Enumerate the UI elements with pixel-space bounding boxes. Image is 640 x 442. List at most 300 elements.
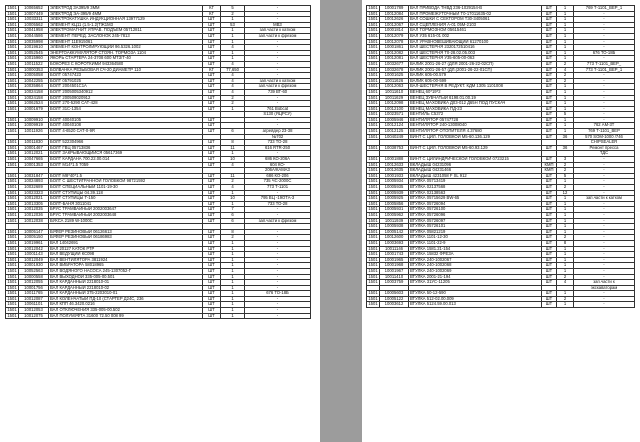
- plant-cell: 1501: [368, 268, 378, 273]
- unit-cell: ШТ: [542, 296, 557, 302]
- item-name-cell: ВТУЛКА 1101-22-9: [409, 240, 542, 246]
- quantity-cell: 1: [557, 84, 574, 90]
- item-code-cell: 10012063: [380, 84, 409, 90]
- note-cell: -: [245, 61, 311, 67]
- quantity-cell: 1: [557, 212, 574, 218]
- quantity-cell: 1: [557, 56, 574, 62]
- item-code-cell: 10012125: [380, 129, 409, 135]
- item-name-cell: БРУС ТРАМВАЙНЫЙ 2002003648: [49, 212, 203, 218]
- item-name-cell: БОЛТ 05791025: [49, 78, 203, 84]
- item-code-cell: 10001888: [380, 157, 409, 163]
- quantity-cell: 3: [557, 157, 574, 163]
- item-code-cell: 10031847: [19, 173, 49, 179]
- item-code-cell: 10012053: [19, 308, 49, 314]
- plant-cell: 1501: [7, 257, 17, 262]
- item-name-cell: ВТУЛКА 50-12-590: [409, 291, 542, 297]
- note-cell: -: [574, 207, 635, 213]
- item-name-cell: ВАЛ У35 615-01 002: [409, 33, 542, 39]
- plant-cell: 1501: [368, 39, 378, 44]
- item-name-cell: БУФЕР РЕЗИНОВЫЙ 06186983: [49, 235, 203, 241]
- item-name-cell: ЭЛЕМЕНТ 11E915061: [49, 39, 203, 45]
- quantity-cell: 6: [221, 212, 245, 218]
- unit-cell: ШТ: [203, 246, 221, 252]
- quantity-cell: 1: [557, 257, 574, 263]
- item-name-cell: ВТУЛКА 240-1002069: [409, 268, 542, 274]
- unit-cell: ШТ: [203, 157, 221, 163]
- unit-cell: ШТ: [203, 291, 221, 297]
- plant-cell: 1501: [368, 95, 378, 100]
- item-name-cell: ВАЛ 20127 КАТОК РТР: [49, 246, 203, 252]
- quantity-cell: 36: [557, 134, 574, 140]
- quantity-cell: 1: [221, 56, 245, 62]
- item-code-cell: 10001967: [380, 268, 409, 274]
- note-cell: -: [574, 252, 635, 258]
- item-code-cell: 10012626: [380, 17, 409, 23]
- item-name-cell: БОЛТ 31С-1354: [49, 106, 203, 112]
- item-code-cell: 10001861: [380, 45, 409, 51]
- unit-cell: ШТ: [203, 39, 221, 45]
- quantity-cell: 5: [557, 173, 574, 179]
- plant-cell: 1501: [368, 201, 378, 206]
- item-name-cell: ВЕНЕЦ МАХОВИКА Д03-012 Д65Н ПОД ПУСКАЧ: [409, 101, 542, 107]
- item-code-cell: 10012035: [19, 207, 49, 213]
- item-code-cell: 10001930: [19, 263, 49, 269]
- quantity-cell: 1: [557, 268, 574, 274]
- item-name-cell: ВАЛ 14042691: [49, 240, 203, 246]
- item-code-cell: 10000558: [19, 274, 49, 280]
- note-cell: 733 ТО-28: [245, 201, 311, 207]
- item-name-cell: ВЕНТИЛЯТОР 240-13008040: [409, 123, 542, 129]
- plant-cell: 1501: [7, 184, 17, 189]
- unit-cell: ШТ: [542, 61, 557, 67]
- note-cell: -: [245, 101, 311, 107]
- plant-cell: 1501: [368, 240, 378, 245]
- plant-cell: 1501: [7, 234, 17, 240]
- item-name-cell: ВАЛИК 605-00-599: [409, 78, 542, 84]
- quantity-cell: 1: [557, 50, 574, 56]
- unit-cell: ШТ: [542, 173, 557, 179]
- quantity-cell: 4: [221, 84, 245, 90]
- unit-cell: ШТ: [542, 39, 557, 45]
- quantity-cell: 53: [221, 22, 245, 28]
- note-cell: 762 АМ-3Т: [574, 123, 635, 129]
- item-code-cell: 10011522: [19, 61, 49, 67]
- plant-cell: 1501: [368, 195, 378, 201]
- note-cell: 604 КО-: [245, 162, 311, 168]
- quantity-cell: 1: [221, 296, 245, 302]
- item-code-cell: 10001965: [380, 257, 409, 263]
- unit-cell: ШТ: [203, 162, 221, 168]
- unit-cell: ШТ: [203, 22, 221, 28]
- note-cell: -: [574, 224, 635, 230]
- unit-cell: ШТ: [203, 296, 221, 302]
- unit-cell: ШТ: [203, 190, 221, 196]
- note-cell: -: [245, 6, 311, 12]
- note-cell: -: [245, 212, 311, 218]
- item-code-cell: 10011926: [19, 129, 49, 135]
- quantity-cell: 2: [221, 235, 245, 241]
- quantity-cell: 6: [221, 129, 245, 135]
- plant-cell: 1501: [368, 145, 378, 150]
- unit-cell: КГ: [203, 11, 221, 17]
- unit-cell: ШТ: [542, 129, 557, 135]
- item-code-cell: 10012042: [19, 246, 49, 252]
- plant-cell: 1501: [7, 83, 17, 89]
- plant-cell: 1501: [7, 218, 17, 223]
- plant-cell: 1501: [7, 279, 17, 285]
- item-name-cell: ВАЛИК 605-00.579: [409, 73, 542, 79]
- unit-cell: ШТ: [203, 89, 221, 95]
- unit-cell: ШТ: [542, 78, 557, 84]
- quantity-cell: 7: [221, 207, 245, 213]
- item-name-cell: ВТУЛКА 512-02.00.009: [409, 296, 542, 302]
- plant-cell: 1501: [7, 72, 17, 78]
- unit-cell: ШТ: [203, 268, 221, 274]
- unit-cell: ШТ: [203, 212, 221, 218]
- item-name-cell: ЭЛЕМЕНТ КОНТРОЛИРУЮЩИЙ 96.5326.1002: [49, 45, 203, 51]
- note-cell: -: [574, 162, 635, 168]
- item-name-cell: ВЕНТИЛЯТОР ОТОПИТЕЛЯ 4.37680: [409, 129, 542, 135]
- item-name-cell: ВТУЛКА 240-1002068: [409, 263, 542, 269]
- item-name-cell: ЭЛЕКТРОМАГНИТ УПРАВ. ПОДЪЕМ 05712811: [49, 28, 203, 34]
- item-code-cell: 10012081: [380, 56, 409, 62]
- note-cell: -: [245, 151, 311, 157]
- item-code-cell: 10001625: [380, 73, 409, 79]
- quantity-cell: 1: [557, 33, 574, 39]
- item-name-cell: БОЛВАНКА РЕЗЬБОВАЯ СЧ-20 ДИАМЕТР 110: [49, 67, 203, 73]
- unit-cell: ШТ: [542, 201, 557, 207]
- item-name-cell: БОЛТ-БАНЯ 3011041: [49, 201, 203, 207]
- unit-cell: ШТ: [203, 45, 221, 51]
- plant-cell: 1501: [368, 27, 378, 33]
- item-name-cell: ВЕНЕЦ МАХОВИКА ПД-23: [409, 106, 542, 112]
- item-code-cell: 10001814: [380, 28, 409, 34]
- item-code-cell: 10005562: [19, 22, 49, 28]
- quantity-cell: 1: [221, 201, 245, 207]
- item-name-cell: ВАЛ ПРИВОДА ТНВД 236-1029154-В: [409, 6, 542, 12]
- unit-cell: ШТ: [203, 140, 221, 146]
- unit-cell: ШТ: [542, 257, 557, 263]
- plant-cell: 1501: [368, 162, 378, 167]
- item-name-cell: ВИНТ С ЦИЛ. ГОЛОВКОЙ М5-60.136.129: [409, 134, 542, 140]
- note-cell: -: [245, 313, 311, 319]
- note-cell: агрейдер 23-38: [245, 129, 311, 135]
- item-code-cell: 10001968: [380, 263, 409, 269]
- item-code-cell: 10024158: [19, 95, 49, 101]
- note-cell: экскаваторам: [574, 285, 635, 291]
- unit-cell: ШТ: [203, 280, 221, 286]
- item-name-cell: ЭЛЕКТРОД ЭА-395/9 4ММ: [49, 11, 203, 17]
- quantity-cell: 8: [221, 229, 245, 235]
- plant-cell: 1501: [368, 89, 378, 94]
- note-cell: -: [574, 212, 635, 218]
- quantity-cell: 4: [221, 73, 245, 79]
- plant-cell: 1501: [368, 218, 378, 223]
- unit-cell: ШТ: [203, 257, 221, 263]
- quantity-cell: 10: [221, 196, 245, 202]
- item-code-cell: 10012124: [380, 123, 409, 129]
- note-cell: -: [245, 257, 311, 263]
- item-name-cell: БОЛТ 522304966: [49, 140, 203, 146]
- plant-cell: 1501: [368, 72, 378, 78]
- item-code-cell: 10023571: [380, 112, 409, 118]
- item-code-cell: 10001353: [19, 162, 49, 168]
- unit-cell: ШТ: [203, 285, 221, 291]
- item-name-cell: ВАЛ ВЫХОДНОЙ 335-005-00.501: [49, 274, 203, 280]
- note-cell: зап.части к катком: [245, 78, 311, 84]
- item-code-cell: 10024893: [19, 179, 49, 185]
- plant-cell: 1501: [368, 134, 378, 139]
- item-code-cell: 10005142: [380, 229, 409, 235]
- quantity-cell: 1: [557, 95, 574, 101]
- quantity-cell: 6: [221, 218, 245, 224]
- table-row: [367, 302, 635, 308]
- plant-cell: 1501: [7, 100, 17, 106]
- plant-cell: 1501: [368, 301, 378, 307]
- unit-cell: ШТ: [203, 207, 221, 213]
- plant-cell: 1501: [7, 268, 17, 273]
- quantity-cell: 1: [557, 39, 574, 45]
- quantity-cell: 1: [221, 263, 245, 269]
- plant-cell: 1501: [368, 251, 378, 257]
- item-code-cell: 10012055: [19, 280, 49, 286]
- quantity-cell: 1: [221, 190, 245, 196]
- unit-cell: ШТ: [542, 6, 557, 12]
- item-name-cell: ВАЛ КПП 46.3420.0216: [49, 302, 203, 308]
- plant-cell: 1501: [7, 240, 17, 245]
- note-cell: -: [245, 285, 311, 291]
- plant-cell: 1501: [368, 11, 378, 16]
- unit-cell: ШТ: [203, 313, 221, 319]
- quantity-cell: 2: [221, 11, 245, 17]
- quantity-cell: 1: [557, 291, 574, 297]
- item-code-cell: 10011939: [380, 218, 409, 224]
- note-cell: -: [574, 291, 635, 297]
- item-name-cell: ВТУЛКА 05726101: [409, 224, 542, 230]
- unit-cell: ШТ: [203, 145, 221, 151]
- plant-cell: 1501: [7, 313, 17, 318]
- quantity-cell: 1: [557, 224, 574, 230]
- unit-cell: ШТ: [203, 78, 221, 84]
- note-cell: зап.части к фрезом: [245, 33, 311, 39]
- unit-cell: ШТ: [203, 201, 221, 207]
- note-cell: -: [245, 56, 311, 62]
- unit-cell: ШТ: [542, 45, 557, 51]
- plant-cell: 1501: [368, 178, 378, 184]
- unit-cell: ШТ: [542, 218, 557, 224]
- note-cell: -: [245, 308, 311, 314]
- unit-cell: ШТ: [542, 50, 557, 56]
- quantity-cell: 1: [557, 196, 574, 202]
- plant-cell: 1501: [7, 89, 17, 94]
- note-cell: 686 КО-206: [245, 173, 311, 179]
- unit-cell: ШТ: [542, 268, 557, 274]
- item-name-cell: ВТУЛКА 05726097: [409, 218, 542, 224]
- quantity-cell: 1: [557, 246, 574, 252]
- note-cell: -: [574, 201, 635, 207]
- quantity-cell: 1: [557, 218, 574, 224]
- unit-cell: ШТ: [203, 123, 221, 129]
- item-name-cell: БОЛТ М14*1.5 7059: [49, 162, 203, 168]
- unit-cell: ШТ: [542, 291, 557, 297]
- plant-cell: 1501: [368, 290, 378, 296]
- quantity-cell: 1: [221, 274, 245, 280]
- note-cell: 735 ЧС-2000С: [245, 179, 311, 185]
- plant-cell: 1501: [368, 122, 378, 128]
- note-cell: -: [574, 268, 635, 274]
- note-cell: -: [574, 157, 635, 163]
- note-cell: 570 SOM-1000 /746: [574, 134, 635, 140]
- item-code-cell: 10001143: [19, 252, 49, 258]
- quantity-cell: 1: [557, 229, 574, 235]
- item-code-cell: 10047665: [19, 157, 49, 163]
- item-code-cell: 10005925: [380, 196, 409, 202]
- quantity-cell: 1: [221, 240, 245, 246]
- unit-cell: ШТ: [542, 73, 557, 79]
- plant-cell: 1501: [7, 27, 17, 33]
- note-cell: -: [574, 106, 635, 112]
- plant-cell: 1501: [368, 257, 378, 262]
- unit-cell: ШТ: [542, 246, 557, 252]
- plant-cell: 1501: [7, 307, 17, 313]
- quantity-cell: 2: [557, 168, 574, 174]
- plant-cell: 1501: [368, 173, 378, 178]
- note-cell: 795 ВЦ -19ОТА-3: [245, 196, 311, 202]
- quantity-cell: 1: [557, 263, 574, 269]
- item-name-cell: ВТУЛКА 05726096: [409, 212, 542, 218]
- item-code-cell: 10012100: [380, 106, 409, 112]
- unit-cell: ШТ: [542, 101, 557, 107]
- item-code-cell: 10011765: [19, 291, 49, 297]
- unit-cell: ШТ: [203, 95, 221, 101]
- quantity-cell: 1: [221, 246, 245, 252]
- item-code-cell: 10033311: [19, 17, 49, 23]
- item-code-cell: 10005962: [380, 212, 409, 218]
- plant-cell: 1501: [368, 83, 378, 89]
- plant-cell: 1501: [7, 122, 17, 128]
- item-code-cell: 10061101: [19, 302, 49, 308]
- item-code-cell: 10009910: [19, 117, 49, 123]
- left-stock-table: [5, 5, 311, 319]
- item-name-cell: БОКОРЕЗ С КОРОТКИМИ 943364580: [49, 61, 203, 67]
- item-name-cell: ВИНТ С ЦИЛ. ГОЛОВКОЙ М5-60.93.129: [409, 145, 542, 151]
- note-cell: зап.части к: [574, 280, 635, 286]
- item-name-cell: ЭЛЕМЕНТ ПЕРЕД. ЗАСЛОНОК 245-7813: [49, 33, 203, 39]
- quantity-cell: 1: [557, 201, 574, 207]
- note-cell: -: [574, 302, 635, 308]
- quantity-cell: 4: [557, 67, 574, 73]
- plant-cell: 1501: [7, 206, 17, 212]
- item-code-cell: 10003693: [380, 240, 409, 246]
- item-code-cell: 10005603: [380, 291, 409, 297]
- quantity-cell: 1: [221, 252, 245, 258]
- note-cell: №702: [245, 134, 311, 140]
- plant-cell: 1501: [7, 117, 17, 122]
- unit-cell: ШТ: [203, 252, 221, 258]
- note-cell: -: [574, 173, 635, 179]
- quantity-cell: 1: [557, 28, 574, 34]
- unit-cell: ШТ: [542, 185, 557, 191]
- item-code-cell: 10005931: [380, 207, 409, 213]
- item-code-cell: 10052545: [19, 50, 49, 56]
- unit-cell: ШТ: [542, 17, 557, 23]
- plant-cell: 1501: [368, 67, 378, 72]
- item-name-cell: ВАЛ ВЕДУЩИЙ КС098: [49, 252, 203, 258]
- note-cell: 676 ТО-18Б: [574, 50, 635, 56]
- unit-cell: ШТ: [203, 56, 221, 62]
- item-code-cell: 10012087: [19, 296, 49, 302]
- note-cell: -: [245, 302, 311, 308]
- quantity-cell: 1: [557, 17, 574, 23]
- item-name-cell: БОЛТ ГВЦ 05713836: [49, 145, 203, 151]
- unit-cell: ШТ: [542, 196, 557, 202]
- note-cell: -: [574, 274, 635, 280]
- note-cell: -: [574, 78, 635, 84]
- plant-cell: 1501: [368, 22, 378, 27]
- item-name-cell: ВЕНТИЛЯТОР 05747728: [409, 117, 542, 123]
- note-cell: -: [245, 50, 311, 56]
- plant-cell: 1501: [7, 290, 17, 296]
- plant-cell: 1501: [368, 262, 378, 268]
- item-code-cell: 10012038: [19, 218, 49, 224]
- item-code-cell: 10011146: [380, 246, 409, 252]
- plant-cell: 1501: [7, 251, 17, 257]
- unit-cell: ШТ: [542, 112, 557, 118]
- note-cell: 676 ТО-18Б: [245, 291, 311, 297]
- note-cell: -: [574, 33, 635, 39]
- item-code-cell: 10001743: [380, 252, 409, 258]
- unit-cell: ШТ: [203, 17, 221, 23]
- item-code-cell: 10000353: [19, 67, 49, 73]
- plant-cell: 1501: [368, 296, 378, 301]
- item-name-cell: ВТУЛКА 05821219: [409, 229, 542, 235]
- note-cell: -: [574, 246, 635, 252]
- note-cell: -: [574, 229, 635, 235]
- table-row: [6, 313, 311, 319]
- note-cell: -: [245, 95, 311, 101]
- item-code-cell: 10003759: [380, 280, 409, 286]
- unit-cell: ШТ: [203, 151, 221, 157]
- plant-cell: 1501: [7, 50, 17, 55]
- quantity-cell: 2: [221, 179, 245, 185]
- unit-cell: ШТ: [542, 123, 557, 129]
- plant-cell: 1501: [7, 33, 17, 38]
- item-name-cell: ВТУЛКА 31УС-11205: [409, 280, 542, 286]
- note-cell: CHIPSEALER: [574, 140, 635, 146]
- item-name-cell: ВКЛАДЫШ 4231058 F SL 912: [409, 173, 542, 179]
- plant-cell: 1501: [368, 55, 378, 61]
- unit-cell: ШТ: [203, 28, 221, 34]
- quantity-cell: 1: [221, 291, 245, 297]
- unit-cell: ШТ: [203, 302, 221, 308]
- item-code-cell: 10011610: [380, 89, 409, 95]
- quantity-cell: 1: [221, 268, 245, 274]
- item-name-cell: ЭЛЕКТРОКАТУШКА ИНДУКЦИОННАЯ 13977129: [49, 17, 203, 23]
- quantity-cell: 1: [221, 302, 245, 308]
- unit-cell: ШТ: [542, 190, 557, 196]
- unit-cell: ШТ: [542, 179, 557, 185]
- plant-cell: 1501: [368, 246, 378, 251]
- item-code-cell: 10012075: [19, 313, 49, 319]
- unit-cell: ШТ: [542, 263, 557, 269]
- note-cell: -: [245, 11, 311, 17]
- plant-cell: 1501: [7, 195, 17, 201]
- unit-cell: ШТ: [203, 263, 221, 269]
- unit-cell: ШТ: [542, 11, 557, 17]
- item-name-cell: ВАЛ ВЕНТИЛЯТОРА 3811924: [49, 257, 203, 263]
- unit-cell: ШТ: [542, 229, 557, 235]
- plant-cell: 1501: [7, 229, 17, 234]
